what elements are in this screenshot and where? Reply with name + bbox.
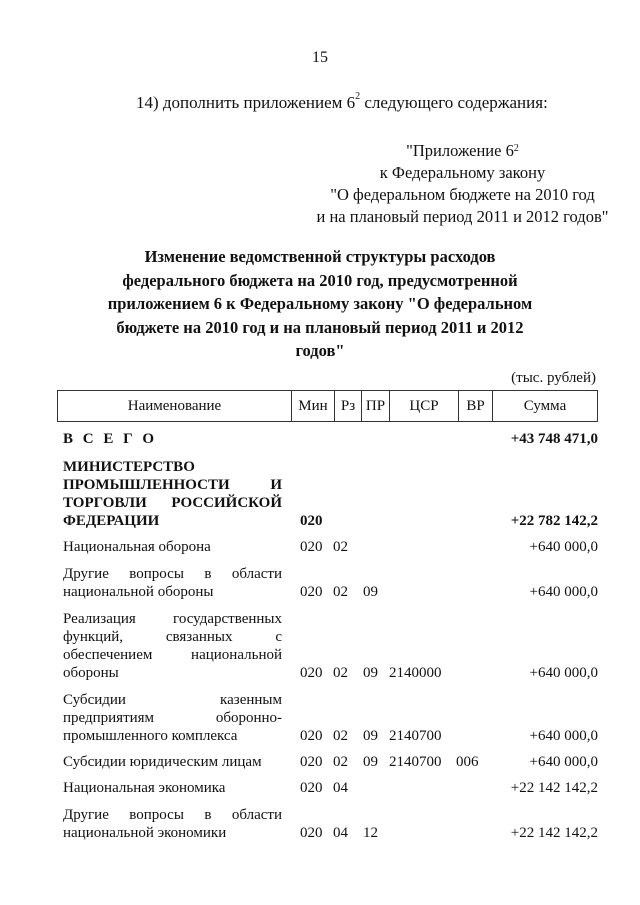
page-number: 15	[312, 49, 328, 66]
appendix-superscript: 2	[513, 143, 519, 154]
row-sum: +22 142 142,2	[510, 825, 598, 841]
row-csr: 2140000	[389, 665, 442, 681]
row-name: МИНИСТЕРСТВО ПРОМЫШЛЕННОСТИ И ТОРГОВЛИ РОССИЙСКОЙ ФЕДЕРАЦИИ	[63, 459, 282, 529]
row-rz: 02	[333, 539, 348, 555]
table-row	[63, 779, 598, 797]
row-min: 020	[300, 780, 323, 796]
table-row	[63, 610, 598, 682]
row-name: Другие вопросы в области национальной экономики	[63, 807, 282, 841]
row-name: Реализация государственных функций, связанных с обеспечением национальной обороны	[63, 611, 282, 681]
table-row	[63, 691, 598, 745]
row-name: Субсидии юридическим лицам	[63, 754, 262, 770]
row-name: Национальная экономика	[63, 780, 226, 796]
header-vr: ВР	[459, 391, 493, 422]
header-min: Мин	[292, 391, 335, 422]
header-row	[58, 391, 598, 422]
title-line-1: Изменение ведомственной структуры расходов	[144, 247, 496, 266]
row-pr: 09	[363, 584, 378, 600]
row-name: Субсидии казенным предприятиям оборонно-промышленного комплекса	[63, 692, 282, 744]
row-min: 020	[300, 513, 323, 529]
row-rz: 02	[333, 665, 348, 681]
row-sum: +22 782 142,2	[510, 513, 598, 529]
row-pr: 09	[363, 754, 378, 770]
row-min: 020	[300, 584, 323, 600]
row-sum: +640 000,0	[529, 584, 598, 600]
row-rz: 02	[333, 728, 348, 744]
units-label: (тыс. рублей)	[511, 370, 596, 386]
title-line-3: приложением 6 к Федеральному закону "О федеральном	[107, 294, 533, 313]
header-sum: Сумма	[493, 391, 598, 422]
row-min: 020	[300, 825, 323, 841]
row-csr: 2140700	[389, 728, 442, 744]
row-min: 020	[300, 728, 323, 744]
table-row	[63, 565, 598, 601]
appendix-line-1	[300, 140, 625, 162]
amendment-tail: следующего содержания:	[360, 93, 548, 112]
row-rz: 04	[333, 780, 348, 796]
row-pr: 09	[363, 728, 378, 744]
document-title	[90, 245, 550, 363]
row-sum: +22 142 142,2	[510, 780, 598, 796]
row-sum: +640 000,0	[529, 728, 598, 744]
table-header	[57, 390, 598, 422]
appendix-line-3: "О федеральном бюджете на 2010 год	[330, 185, 595, 204]
table-row	[63, 806, 598, 842]
row-csr: 2140700	[389, 754, 442, 770]
header-name: Наименование	[58, 391, 292, 422]
row-min: 020	[300, 665, 323, 681]
row-name: В С Е Г О	[63, 431, 158, 447]
appendix-line-4: и на плановый период 2011 и 2012 годов"	[316, 207, 609, 226]
header-rz: Рз	[335, 391, 362, 422]
row-pr: 09	[363, 665, 378, 681]
row-rz: 02	[333, 754, 348, 770]
table-row	[63, 458, 598, 530]
row-sum: +640 000,0	[529, 539, 598, 555]
row-vr: 006	[456, 754, 479, 770]
row-name: Другие вопросы в области национальной обороны	[63, 566, 282, 600]
row-sum: +640 000,0	[529, 754, 598, 770]
row-min: 020	[300, 754, 323, 770]
header-csr: ЦСР	[390, 391, 459, 422]
title-line-4: бюджете на 2010 год и на плановый период 2011 и 2012 годов"	[116, 317, 524, 360]
row-rz: 04	[333, 825, 348, 841]
table-row	[63, 753, 598, 771]
row-sum: +43 748 471,0	[510, 431, 598, 447]
amendment-text: 14) дополнить приложением 6	[136, 93, 356, 112]
row-rz: 02	[333, 584, 348, 600]
row-name: Национальная оборона	[63, 539, 211, 555]
table-row	[63, 430, 598, 448]
header-pr: ПР	[362, 391, 390, 422]
table-row	[63, 538, 598, 556]
title-line-2: федерального бюджета на 2010 год, предусмотренной	[122, 270, 518, 290]
appendix-header	[300, 140, 625, 228]
row-pr: 12	[363, 825, 378, 841]
table-body	[63, 430, 598, 842]
amendment-item	[136, 93, 548, 113]
appendix-line-2: к Федеральному закону	[379, 163, 546, 182]
amendment-superscript: 2	[355, 91, 361, 102]
appendix-line-1-text: "Приложение 6	[406, 141, 514, 160]
row-min: 020	[300, 539, 323, 555]
row-sum: +640 000,0	[529, 665, 598, 681]
